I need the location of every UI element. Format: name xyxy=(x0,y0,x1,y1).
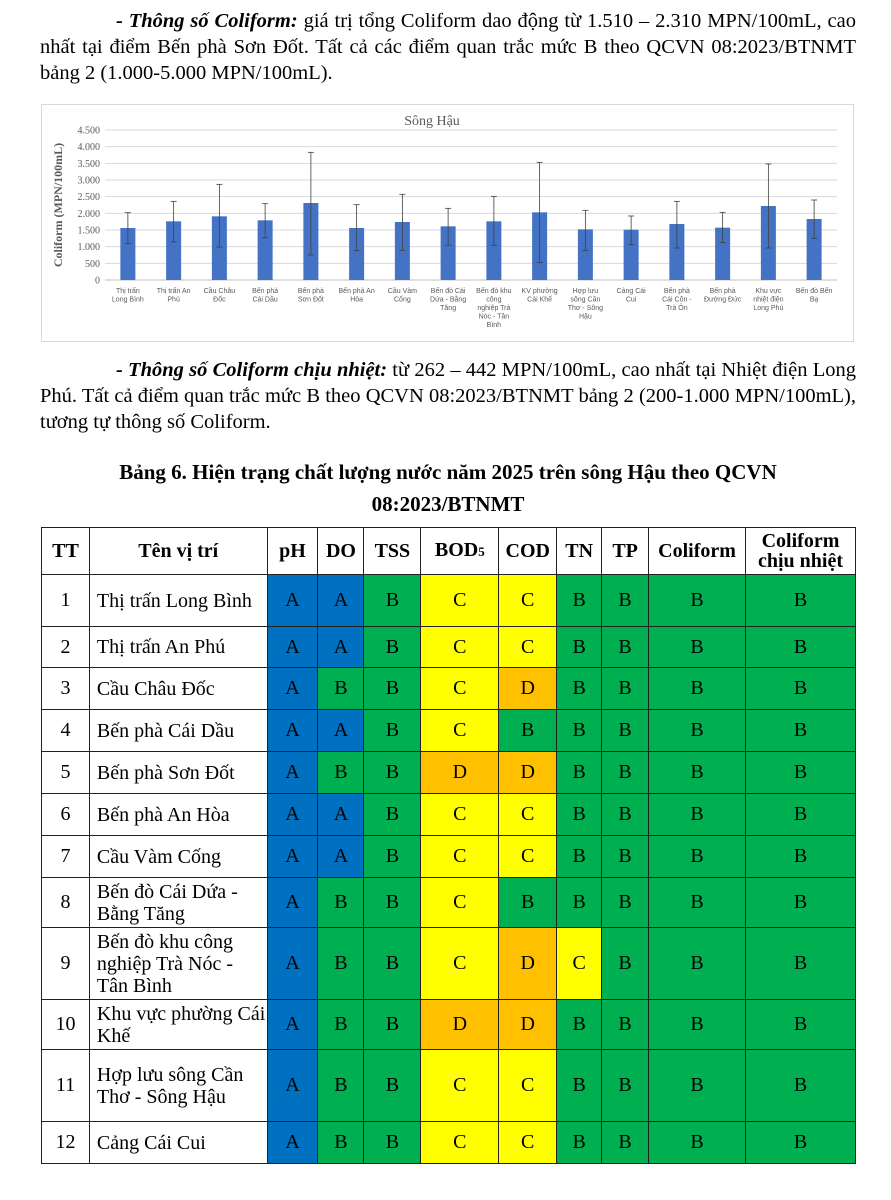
table-row xyxy=(42,1050,856,1122)
quality-level-cell: C xyxy=(421,710,499,752)
y-tick-label: 1.000 xyxy=(77,242,100,254)
x-tick-label: nghiệp Trà xyxy=(477,305,511,312)
row-location-name: Bến đò Cái Dứa - Bằng Tăng xyxy=(89,878,267,928)
row-location-name: Bến đò khu công nghiệp Trà Nóc - Tân Bình xyxy=(89,928,267,1000)
quality-level-cell: C xyxy=(557,928,602,1000)
y-axis-label: Coliform (MPN/100mL) xyxy=(51,142,65,268)
quality-level-cell: B xyxy=(364,1122,421,1164)
quality-level-cell: B xyxy=(318,1050,364,1122)
chart-svg xyxy=(42,105,853,341)
quality-level-cell: B xyxy=(318,878,364,928)
quality-level-cell: A xyxy=(267,878,318,928)
quality-level-cell: B xyxy=(602,575,649,627)
header-name: Tên vị trí xyxy=(89,528,267,575)
table-row xyxy=(42,710,856,752)
quality-level-cell: B xyxy=(746,1000,856,1050)
row-number: 2 xyxy=(42,627,90,668)
thermotolerant-coliform-paragraph xyxy=(40,357,856,435)
thermotolerant-paragraph-lead: - Thông số Coliform chịu nhiệt: xyxy=(116,359,388,381)
row-number: 4 xyxy=(42,710,90,752)
header-tn: TN xyxy=(557,528,602,575)
quality-level-cell: B xyxy=(602,878,649,928)
quality-level-cell: B xyxy=(499,878,557,928)
y-tick-label: 500 xyxy=(85,258,100,270)
thermotolerant-paragraph-text: từ 262 – 442 MPN/100mL, cao nhất tại Nhiệt điện Long Phú. Tất cả điểm quan trắc mức B theo QCVN 08:2023/BTNMT bảng 2 (200-1.000 MPN/100mL), tương tự thông số Coliform. xyxy=(40,359,856,433)
quality-level-cell: B xyxy=(557,878,602,928)
row-number: 1 xyxy=(42,575,90,627)
quality-level-cell: B xyxy=(649,928,746,1000)
row-number: 10 xyxy=(42,1000,90,1050)
quality-level-cell: B xyxy=(602,752,649,794)
table-row xyxy=(42,575,856,627)
quality-level-cell: B xyxy=(649,575,746,627)
row-number: 3 xyxy=(42,668,90,710)
quality-level-cell: B xyxy=(649,794,746,836)
header-do: DO xyxy=(318,528,364,575)
header-ph: pH xyxy=(267,528,318,575)
header-tss: TSS xyxy=(364,528,421,575)
quality-level-cell: B xyxy=(557,710,602,752)
quality-level-cell: B xyxy=(746,752,856,794)
header-cod: COD xyxy=(499,528,557,575)
quality-level-cell: A xyxy=(267,627,318,668)
quality-level-cell: C xyxy=(421,1122,499,1164)
y-tick-label: 4.500 xyxy=(77,125,100,137)
quality-level-cell: B xyxy=(557,836,602,878)
header-coliform-chiu-nhiet: Coliform chịu nhiệt xyxy=(746,528,856,575)
row-number: 8 xyxy=(42,878,90,928)
table-row xyxy=(42,1122,856,1164)
quality-level-cell: B xyxy=(602,928,649,1000)
x-tick-label: Dứa - Bằng xyxy=(430,296,467,304)
chart-title: Sông Hậu xyxy=(404,114,460,129)
x-tick-label: Nóc - Tân xyxy=(478,313,510,321)
coliform-paragraph-text: giá trị tổng Coliform dao động từ 1.510 – 2.310 MPN/100mL, cao nhất tại điểm Bến phà Sơn Đốt. Tất cả các điểm quan trắc mức B theo QCVN 08:2023/BTNMT bảng 2 (1.000-5.000 MPN/100mL). xyxy=(40,10,856,84)
quality-level-cell: D xyxy=(499,668,557,710)
x-tick-label: Thị trấn An xyxy=(156,288,191,295)
x-tick-label: Tăng xyxy=(440,305,457,312)
quality-level-cell: A xyxy=(267,710,318,752)
x-tick-label: Đường Đức xyxy=(703,296,742,304)
quality-level-cell: A xyxy=(267,836,318,878)
x-tick-label: Bến đò khu xyxy=(476,288,512,295)
quality-level-cell: B xyxy=(364,575,421,627)
y-tick-label: 4.000 xyxy=(77,142,100,154)
y-tick-label: 1.500 xyxy=(77,225,100,237)
y-tick-label: 2.500 xyxy=(77,192,100,204)
x-tick-label: Long Phú xyxy=(753,305,784,312)
row-location-name: Khu vực phường Cái Khế xyxy=(89,1000,267,1050)
x-tick-label: Khu vực xyxy=(755,288,782,295)
quality-level-cell: A xyxy=(318,794,364,836)
header-bod-subscript: 5 xyxy=(478,544,485,559)
row-number: 9 xyxy=(42,928,90,1000)
quality-level-cell: B xyxy=(318,928,364,1000)
quality-level-cell: B xyxy=(557,1050,602,1122)
table-row xyxy=(42,627,856,668)
quality-level-cell: B xyxy=(746,1050,856,1122)
quality-level-cell: A xyxy=(267,1050,318,1122)
quality-level-cell: B xyxy=(649,752,746,794)
quality-level-cell: B xyxy=(649,710,746,752)
quality-level-cell: B xyxy=(557,575,602,627)
quality-level-cell: C xyxy=(421,627,499,668)
x-tick-label: Bến phà xyxy=(663,288,690,295)
table-row xyxy=(42,794,856,836)
row-number: 12 xyxy=(42,1122,90,1164)
header-coliform: Coliform xyxy=(649,528,746,575)
quality-level-cell: B xyxy=(557,1000,602,1050)
quality-level-cell: B xyxy=(602,836,649,878)
quality-level-cell: B xyxy=(746,928,856,1000)
quality-level-cell: D xyxy=(499,752,557,794)
table-caption-line1: Bảng 6. Hiện trạng chất lượng nước năm 2025 trên sông Hậu theo QCVN xyxy=(119,460,777,484)
x-tick-label: Sơn Đốt xyxy=(297,296,324,304)
quality-level-cell: A xyxy=(267,575,318,627)
quality-level-cell: B xyxy=(318,1000,364,1050)
quality-level-cell: B xyxy=(557,794,602,836)
x-tick-label: Bến phà xyxy=(297,288,324,295)
quality-level-cell: B xyxy=(746,627,856,668)
x-tick-label: Cái Khế xyxy=(527,296,553,304)
quality-level-cell: A xyxy=(318,627,364,668)
quality-level-cell: A xyxy=(318,575,364,627)
row-location-name: Thị trấn Long Bình xyxy=(89,575,267,627)
quality-level-cell: A xyxy=(318,710,364,752)
quality-level-cell: A xyxy=(267,668,318,710)
quality-level-cell: C xyxy=(421,575,499,627)
quality-level-cell: C xyxy=(499,1122,557,1164)
row-location-name: Cảng Cái Cui xyxy=(89,1122,267,1164)
row-location-name: Bến phà Sơn Đốt xyxy=(89,752,267,794)
quality-level-cell: B xyxy=(557,627,602,668)
quality-level-cell: B xyxy=(318,668,364,710)
row-number: 7 xyxy=(42,836,90,878)
quality-level-cell: B xyxy=(364,928,421,1000)
quality-level-cell: B xyxy=(557,668,602,710)
x-tick-label: công xyxy=(486,296,502,304)
quality-level-cell: B xyxy=(746,794,856,836)
quality-level-cell: B xyxy=(364,1000,421,1050)
x-tick-label: Bến phà xyxy=(709,288,736,295)
x-tick-label: Thị trấn xyxy=(116,288,140,295)
row-number: 6 xyxy=(42,794,90,836)
quality-level-cell: B xyxy=(602,1050,649,1122)
header-bod5 xyxy=(421,528,499,575)
table-row xyxy=(42,878,856,928)
quality-level-cell: B xyxy=(364,836,421,878)
quality-level-cell: C xyxy=(421,668,499,710)
y-tick-label: 0 xyxy=(95,275,100,287)
table-header-row xyxy=(42,528,856,575)
quality-level-cell: C xyxy=(499,627,557,668)
coliform-chart xyxy=(41,104,854,342)
x-tick-label: Hòa xyxy=(350,296,364,304)
x-tick-label: sông Cần xyxy=(570,296,601,304)
x-tick-label: Bạ xyxy=(809,296,819,304)
quality-level-cell: C xyxy=(421,836,499,878)
quality-level-cell: B xyxy=(746,710,856,752)
y-tick-label: 3.000 xyxy=(77,175,100,187)
quality-level-cell: B xyxy=(649,668,746,710)
quality-level-cell: B xyxy=(649,627,746,668)
quality-level-cell: C xyxy=(421,928,499,1000)
x-tick-label: Cầu Vàm xyxy=(387,288,417,295)
quality-level-cell: B xyxy=(364,794,421,836)
quality-level-cell: B xyxy=(649,1000,746,1050)
quality-level-cell: A xyxy=(267,1122,318,1164)
quality-level-cell: B xyxy=(318,752,364,794)
x-tick-label: Bến phà xyxy=(252,288,279,295)
quality-level-cell: B xyxy=(649,1050,746,1122)
row-location-name: Bến phà An Hòa xyxy=(89,794,267,836)
table-row xyxy=(42,928,856,1000)
quality-level-cell: B xyxy=(602,1122,649,1164)
x-tick-label: Cầu Châu xyxy=(203,288,236,295)
quality-level-cell: C xyxy=(499,836,557,878)
quality-level-cell: C xyxy=(421,878,499,928)
row-location-name: Cầu Châu Đốc xyxy=(89,668,267,710)
y-tick-label: 3.500 xyxy=(77,158,100,170)
x-tick-label: Bến đò Bến xyxy=(795,288,833,295)
row-location-name: Cầu Vàm Cống xyxy=(89,836,267,878)
header-bod: BOD xyxy=(434,539,479,561)
row-location-name: Thị trấn An Phú xyxy=(89,627,267,668)
quality-level-cell: B xyxy=(364,1050,421,1122)
table-caption xyxy=(40,456,856,520)
x-tick-label: Bến đò Cái xyxy=(430,288,466,295)
quality-level-cell: D xyxy=(421,752,499,794)
x-tick-label: Hậu xyxy=(578,313,592,321)
quality-level-cell: B xyxy=(649,836,746,878)
x-tick-label: Thơ - Sông xyxy=(567,305,604,312)
x-tick-label: Bến phà An xyxy=(338,288,375,295)
quality-level-cell: B xyxy=(746,668,856,710)
table-body xyxy=(42,575,856,1164)
quality-level-cell: C xyxy=(421,794,499,836)
quality-level-cell: A xyxy=(267,752,318,794)
x-tick-label: Cảng Cái xyxy=(616,288,646,295)
quality-level-cell: B xyxy=(364,710,421,752)
x-tick-label: Bình xyxy=(486,322,502,329)
x-tick-label: KV phường xyxy=(521,288,558,295)
header-tt: TT xyxy=(42,528,90,575)
quality-level-cell: B xyxy=(649,878,746,928)
quality-level-cell: C xyxy=(499,794,557,836)
quality-level-cell: B xyxy=(602,710,649,752)
quality-level-cell: B xyxy=(318,1122,364,1164)
x-tick-label: Cống xyxy=(394,296,411,304)
quality-level-cell: C xyxy=(499,1050,557,1122)
table-row xyxy=(42,1000,856,1050)
quality-level-cell: A xyxy=(318,836,364,878)
coliform-paragraph xyxy=(40,8,856,86)
quality-level-cell: A xyxy=(267,928,318,1000)
x-tick-label: Cái Dầu xyxy=(252,296,278,304)
x-tick-label: Hợp lưu xyxy=(572,288,599,295)
quality-level-cell: B xyxy=(499,710,557,752)
quality-level-cell: B xyxy=(746,1122,856,1164)
quality-level-cell: D xyxy=(499,928,557,1000)
water-quality-table xyxy=(41,527,856,1164)
quality-level-cell: B xyxy=(649,1122,746,1164)
quality-level-cell: B xyxy=(364,878,421,928)
quality-level-cell: B xyxy=(602,1000,649,1050)
table-row xyxy=(42,836,856,878)
y-tick-label: 2.000 xyxy=(77,208,100,220)
quality-level-cell: D xyxy=(499,1000,557,1050)
x-tick-label: Đốc xyxy=(213,296,226,304)
row-number: 5 xyxy=(42,752,90,794)
quality-level-cell: A xyxy=(267,794,318,836)
quality-level-cell: B xyxy=(602,627,649,668)
quality-level-cell: B xyxy=(746,836,856,878)
coliform-paragraph-lead: - Thông số Coliform: xyxy=(116,10,298,32)
x-tick-label: Cái Côn - xyxy=(662,296,692,304)
quality-level-cell: B xyxy=(746,575,856,627)
table-caption-line2: 08:2023/BTNMT xyxy=(371,492,525,516)
quality-level-cell: B xyxy=(557,1122,602,1164)
quality-level-cell: C xyxy=(421,1050,499,1122)
x-tick-label: Cui xyxy=(625,296,637,304)
quality-level-cell: A xyxy=(267,1000,318,1050)
quality-level-cell: D xyxy=(421,1000,499,1050)
header-tp: TP xyxy=(602,528,649,575)
quality-level-cell: B xyxy=(364,627,421,668)
table-row xyxy=(42,668,856,710)
quality-level-cell: B xyxy=(364,668,421,710)
table-row xyxy=(42,752,856,794)
quality-level-cell: C xyxy=(499,575,557,627)
x-tick-label: nhiệt điện xyxy=(753,296,784,304)
quality-level-cell: B xyxy=(602,668,649,710)
x-tick-label: Phú xyxy=(167,296,180,304)
row-location-name: Bến phà Cái Dầu xyxy=(89,710,267,752)
row-number: 11 xyxy=(42,1050,90,1122)
row-location-name: Hợp lưu sông Cần Thơ - Sông Hậu xyxy=(89,1050,267,1122)
quality-level-cell: B xyxy=(364,752,421,794)
x-tick-label: Long Bình xyxy=(111,296,144,304)
quality-level-cell: B xyxy=(746,878,856,928)
quality-level-cell: B xyxy=(602,794,649,836)
quality-level-cell: B xyxy=(557,752,602,794)
x-tick-label: Trà Ôn xyxy=(666,305,688,312)
